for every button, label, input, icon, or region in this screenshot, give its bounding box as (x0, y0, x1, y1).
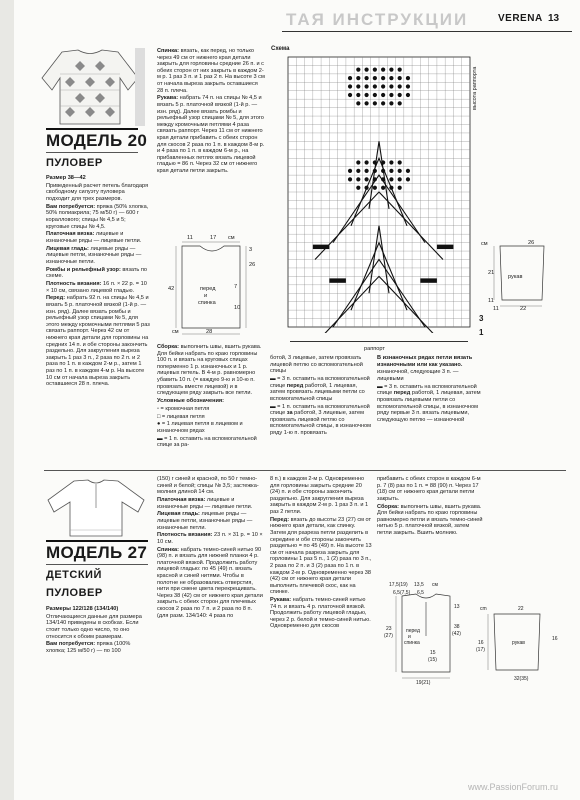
model27-col2 (157, 476, 265, 620)
kd-top-1: 17,5(19) (389, 582, 408, 588)
fd-center-3: спинка (198, 300, 216, 306)
header-rule (282, 31, 572, 32)
model27-title: МОДЕЛЬ 27 (46, 543, 148, 562)
m20-c2b-p4: ● = 1 лицевая петля в лицевом и изнаночном рядах (157, 421, 243, 434)
model20-col1 (46, 175, 150, 389)
kd-bottom: 19(21) (416, 680, 431, 686)
m20-c3-p1: ▬ = 3 п. оставить на вспомогательной спице перед работой, 1 лицевая, затем провязать лицевыми петли со вспомогательной спицы (270, 375, 370, 402)
model27-rule2 (46, 564, 148, 565)
m20-c2b-p1: Условные обозначения: (157, 397, 225, 404)
fd-center-1: перед (200, 286, 216, 292)
kd-sl-22: 22 (518, 606, 524, 612)
model27-rule (46, 540, 148, 542)
m20-c4-p1: изнаночной, следующие 3 п. — лицевыми (377, 369, 459, 382)
m27-c1-p1: Отличающиеся данные для размера 134/140 приведены в скобках. Если стоит только одно число, то оно относится к обоим размерам. (46, 613, 142, 640)
knitting-scheme (284, 55, 476, 333)
kd-left-27: (27) (384, 633, 393, 639)
scheme-row-3: 3 (479, 314, 484, 323)
m20-c3-p0: ботой, 3 лицевые, затем провязать лицевой петлю со вспомогательной спицы (270, 355, 363, 375)
kd-side-13: 13 (454, 604, 460, 610)
fd-top-17: 17 (210, 235, 217, 241)
fd-right-10: 10 (234, 305, 241, 311)
m20-c2b-p5: ▬ = 1 п. оставить на вспомогательной спице за ра- (157, 435, 257, 449)
model20-col2b (157, 344, 265, 450)
m27-c4-p1: Сборка: выполнить швы, вшить рукава. Для бейки набрать по краю горловины равномерно петли и вязать темно-синей нитью 5 р. платочной вязкой, затем петли закрыть. Вшить молнию. (377, 503, 483, 536)
m20-c1-p4: Лицевая гладь: лицевые ряды — лицевые петли, изнаночные ряды — изнаночные петли. (46, 245, 142, 265)
scheme-repeat-bottom: раппорт (364, 346, 385, 352)
model27-col4 (377, 476, 485, 538)
m20-c1-p6: Плотность вязания: 16 п. × 22 р. = 10 × 10 см, связано лицевой гладью. (46, 281, 147, 294)
m27-c2-p2: Лицевая гладь: лицевые ряды — лицевые петли, изнаночные ряды — изнаночные петли. (157, 511, 253, 531)
m20-c2b-p0: Сборка: выполнить швы, вшить рукава. Для бейки набрать по краю горловины 100 п. и вязать на круговых спицах поперменно 1 р. изнаночных и 1 р. лицевых петель. В 4-м р. равномерно убавить 10 п. (= каждую 9-ю и 10-ю п. провязать вместе лицевой) и в следующем ряду закрыть все петли. (157, 344, 262, 397)
m20-c2b-p2: ▫ = кромочная петля (157, 405, 210, 412)
brand-name: VERENA (498, 13, 543, 24)
kd-sleeve: рукав (512, 640, 525, 646)
m27-c2-p0: (150) г синей и красной, по 50 г темно-синей и белой; спицы № 3,5; застежка-молния длиной 14 см. (157, 476, 259, 496)
m27-c3-p2: Рукава: набрать темно-синей нитью 74 п. и вязать 4 р. платочной вязкой. Продолжить работу лицевой гладью, через 2 р. белой и темно-синей нитью. Одновременно для скосов (270, 597, 371, 630)
kd-top2-1: 6,5(7,5) (393, 590, 411, 596)
kd-left-23: 23 (386, 626, 392, 632)
kd-mid-15b: (15) (428, 657, 437, 663)
model20-subtitle: ПУЛОВЕР (46, 157, 103, 169)
scheme-repeat-side: высота раппорта (472, 66, 478, 110)
fd-right-3: 3 (249, 247, 253, 253)
kd-side-38: 38 (454, 624, 460, 630)
kd-top-sm: см (432, 582, 438, 588)
m20-c1-p0: Размер 38—42 (46, 175, 86, 181)
m20-c2b-p3: □ = лицевая петля (157, 413, 205, 420)
m27-c3-p1: Перед: вязать до высоты 23 (27) см от нижнего края детали, как спинку. Затем для разреза петли разделить в середине и обе стороны закончить раздельно = по 45 (49) п. На высоте 13 см от начала разреза закрыть для горловины 1 раз 5 п., 1 (2) раза по 3 п., 2 раза по 2 п. и 3 (2) раза по 1 п. в каждом 2-м р. Одновременно через 38 (42) см от нижнего края детали выполнить плечевой скос, как на спинке. (270, 516, 372, 596)
sweater-sleeve-mark (135, 48, 145, 126)
kd-sl-32: 32(35) (514, 676, 529, 682)
model27-col1 (46, 606, 150, 656)
model20-title: МОДЕЛЬ 20 (46, 131, 148, 150)
model27-subtitle1: ДЕТСКИЙ (46, 569, 102, 581)
m27-c2-p3: Плотность вязания: 23 п. × 31 р. = 10 × 10 см. (157, 532, 263, 545)
model27-col3 (270, 476, 372, 631)
watermark: www.PassionForum.ru (468, 782, 559, 792)
model27-subtitle2: ПУЛОВЕР (46, 587, 103, 599)
sd-bottom-11: 11 (493, 306, 499, 312)
fd-right-26: 26 (249, 262, 256, 268)
kd-top2-2: 6,5 (417, 590, 424, 596)
sd-side-11: 11 (488, 298, 494, 304)
m27-c4-p0: прибавить с обеих сторон в каждом 6-м р. 7 (8) раз по 1 п. = 88 (90) п. Через 17 (18) см от нижнего края детали петли закрыть. (377, 476, 481, 502)
faded-header-title: ТАЯ ИНСТРУКЦИИ (286, 10, 469, 29)
section-divider (44, 470, 566, 471)
kd-sl-sm: сm (480, 606, 487, 612)
m20-c1-p1: Приведенный расчет петель благодаря свободному силуэту пуловера подходит для трех размеров. (46, 182, 149, 202)
fd-left-42: 42 (168, 286, 175, 292)
sd-top: 26 (528, 240, 535, 246)
sd-side-21: 21 (488, 270, 495, 276)
m20-c1-p2: Вам потребуется: пряжа (50% хлопка, 50% полиакрила; 75 м/50 г) — 600 г кораллового; спицы № 4,5 и 5; круговые спицы № 4,5. (46, 203, 149, 230)
m27-c2-p1: Платочная вязка: лицевые и изнаночные ряды — лицевые петли. (157, 496, 253, 510)
page-shadow-edge (0, 0, 14, 800)
sd-bottom-22: 22 (520, 306, 527, 312)
kids-sweater-illustration (46, 478, 146, 538)
m20-c2-p1: Рукава: набрать 74 п. на спицы № 4,5 и вязать 5 р. платочной вязкой (1-й р. — изн. ряд). Далее вязать ромбы и рельефный узор спицами № 5, для этого между кромочными петлями 4 раза связать раппорт. Через 11 см от нижнего края детали прибавить с обеих сторон для скосов 2 раза по 1 п. в каждом 8-м р. и 4 раза по 1 п. в каждом 6-м р., на прибавленных петлях вязать лицевой гладью = 86 п. Через 32 см от нижнего края детали петли закрыть. (157, 95, 265, 174)
m20-c2-p0: Спинка: вязать, как перед, но только через 49 см от нижнего края детали закрыть для горловины средние 26 п. и с обеих сторон от них закрыть в каждом 2-м р. 1 раз 3 п. и 1 раз 2 п. На высоте 3 см от начала выреза закрыть оставшиеся 28 п. плеча. (157, 48, 265, 94)
m20-c1-p5: Ромбы и рельефный узор: вязать по схеме. (46, 266, 148, 280)
m27-c2-p4: Спинка: набрать темно-синей нитью 90 (98) п. и вязать для нижней планки 4 р. платочной вязкой. Продолжить работу лицевой гладью: по 45 (49) п. вязать красной и синей нитями. Чтобы в полотне не образовались отверстия, нити при смене цвета перекрещивать. Через 38 (42) см от нижнего края детали закрыть с обеих сторон для плечевых скосов 2 раза по 7 п. и 2 раза по 8 п. (для разм. 134/140: 4 раза по (157, 546, 263, 619)
fd-bottom-28: 28 (206, 329, 213, 335)
sd-label: рукав (508, 274, 523, 280)
page-number: 13 (548, 13, 560, 24)
m27-c1-p2: Вам потребуется: пряжа (100% хлопка; 125 м/50 г) — по 100 (46, 641, 131, 654)
kd-sl-16b: 16 (552, 636, 558, 642)
kd-sl-16: 16 (478, 640, 484, 646)
m20-c4-p2: ▬ = 3 п. оставить на вспомогательной спице перед работой, 1 лицевая, затем провязать лицевыми петли со вспомогательной спицы, в изнаночном ряду первые 3 п. вязать лицевыми, следующую петлю — изнаночной (377, 383, 481, 423)
m27-c3-p0: 8 п.) в каждом 2-м р. Одновременно для горловины закрыть средние 20 (24) п. и обе стороны закончить раздельно. Для закругления выреза закрыть в каждом 2-м р. 1 раз 3 п. и 1 раз 2 петли. (270, 476, 369, 515)
model20-col3 (270, 355, 372, 438)
fd-center-2: и (204, 293, 208, 299)
m20-c4-p0: В изнаночных рядах петли вязать изнаночными или как указано. (377, 355, 473, 368)
m27-c1-p0: Размеры 122/128 (134/140) (46, 606, 119, 612)
m20-c1-p3: Платочная вязка: лицевые и изнаночные ряды — лицевые петли. (46, 231, 142, 244)
scheme-title: Схема (271, 46, 290, 52)
scheme-row-1: 1 (479, 328, 484, 337)
kd-top-2: 13,5 (414, 582, 424, 588)
model20-rule2 (46, 152, 138, 153)
m20-c1-p7: Перед: набрать 92 п. на спицы № 4,5 и вязать 5 р. платочной вязкой (1-й р. — изн. ряд). Далее вязать ромбы и рельефный узор спицами № 5, для этого между кромочными петлями 5 раз связать раппорт. Через 42 см от нижнего края детали для горловины на средних 14 п. и обе стороны закончить раздельно. Для закругления выреза закрыть 1 раз 3 п., 2 раза по 2 п. и 2 раза по 1 п. в каждом 2-м р., затем 1 раз по 1 п. в каждом 4-м р. На высоте 10 см от начала выреза закрыть оставшиеся 28 п. плеча. (46, 295, 150, 388)
fd-top-sm: см (228, 235, 235, 241)
fd-sm: см (172, 329, 179, 335)
model20-col4 (377, 355, 485, 425)
kd-sl-17: (17) (476, 647, 485, 653)
model20-col2 (157, 48, 265, 176)
kd-center-1: перед (406, 628, 420, 634)
kd-mid-15: 15 (430, 650, 436, 656)
fd-top-11: 11 (187, 235, 193, 241)
model20-rule (46, 128, 138, 130)
m20-c3-p2: ▬ = 1 п. оставить на вспомогательной спице за работой, 3 лицевые, затем провязать лицевой петлю со вспомогательной спицы, в изнаночном ряду 1-ю п. провязать (270, 403, 371, 436)
scheme-repeat-bracket (290, 341, 468, 342)
sweater-illustration (40, 48, 140, 126)
kd-center-2: и (408, 634, 411, 640)
sd-sm: см (481, 241, 488, 247)
kd-center-3: спинка (404, 640, 420, 646)
fd-right-7: 7 (234, 284, 238, 290)
kd-side-42: (42) (452, 631, 461, 637)
